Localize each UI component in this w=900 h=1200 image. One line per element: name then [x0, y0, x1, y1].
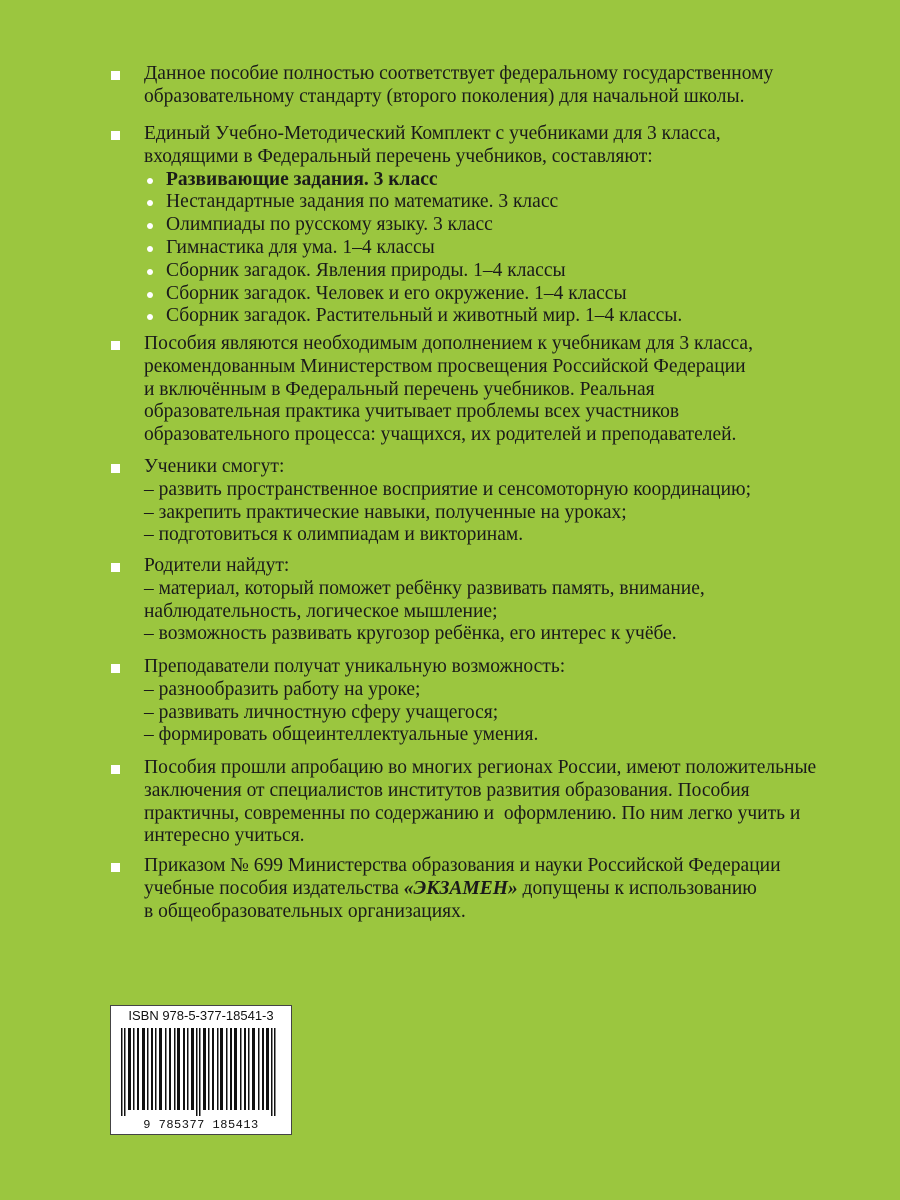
info-block-students	[111, 456, 851, 547]
text-line: – развить пространственное восприятие и сенсомоторную координацию;	[144, 478, 752, 500]
text-line: – разнообразить работу на уроке;	[144, 678, 421, 700]
info-block-parents	[111, 555, 851, 646]
text-line: – возможность развивать кругозор ребёнка, его интерес к учёбе.	[144, 623, 677, 645]
text-line: входящими в Федеральный перечень учебников, составляют:	[144, 145, 653, 167]
text-line: образовательного процесса: учащихся, их родителей и преподавателей.	[144, 424, 737, 446]
text-line: Родители найдут:	[144, 555, 290, 576]
barcode-digits: 9 785377 185413	[143, 1118, 259, 1132]
umk-list-item: Гимнастика для ума. 1–4 классы	[144, 237, 851, 260]
text-line: образовательному стандарту (второго поколения) для начальной школы.	[144, 85, 745, 107]
square-bullet-icon	[111, 464, 120, 473]
umk-list-item: Сборник загадок. Растительный и животный мир. 1–4 классы.	[144, 305, 851, 328]
text-line: в общеобразовательных организациях.	[144, 900, 466, 922]
info-block-supplement	[111, 333, 851, 447]
text-line: интересно учиться.	[144, 825, 305, 847]
umk-list-item: Нестандартные задания по математике. 3 класс	[144, 191, 851, 214]
square-bullet-icon	[111, 71, 120, 80]
text-line: Преподаватели получат уникальную возможность:	[144, 656, 566, 677]
text-line: рекомендованным Министерством просвещения Российской Федерации	[144, 355, 746, 377]
publisher-name: «ЭКЗАМЕН»	[403, 877, 518, 899]
square-bullet-icon	[111, 341, 120, 350]
text-line: – подготовиться к олимпиадам и викторинам.	[144, 524, 524, 546]
info-block-standard	[111, 63, 851, 109]
isbn-barcode	[110, 1005, 292, 1135]
text-line: Приказом № 699 Министерства образования и науки Российской Федерации	[144, 855, 781, 876]
text-line: заключения от специалистов институтов развития образования. Пособия	[144, 779, 750, 801]
text-fragment: учебные пособия издательства	[144, 877, 404, 899]
square-bullet-icon	[111, 863, 120, 872]
text-line: наблюдательность, логическое мышление;	[144, 600, 498, 622]
umk-list-item: Сборник загадок. Явления природы. 1–4 классы	[144, 260, 851, 283]
text-line: – формировать общеинтеллектуальные умения.	[144, 724, 539, 746]
text-line: – развивать личностную сферу учащегося;	[144, 701, 499, 723]
info-block-teachers	[111, 656, 851, 747]
text-line: и включённым в Федеральный перечень учебников. Реальная	[144, 378, 655, 400]
info-block-approbation	[111, 757, 851, 848]
text-line: практичны, современны по содержанию и оформлению. По ним легко учить и	[144, 802, 801, 824]
text-line: Данное пособие полностью соответствует федеральному государственному	[144, 63, 774, 84]
text-line: Пособия прошли апробацию во многих регионах России, имеют положительные	[144, 757, 817, 778]
text-line: Единый Учебно-Методический Комплект с учебниками для 3 класса,	[144, 123, 721, 144]
barcode-icon	[119, 1028, 283, 1116]
text-line: – материал, который поможет ребёнку развивать память, внимание,	[144, 577, 705, 599]
square-bullet-icon	[111, 131, 120, 140]
square-bullet-icon	[111, 563, 120, 572]
umk-list-item: Сборник загадок. Человек и его окружение. 1–4 классы	[144, 283, 851, 306]
text-line: Пособия являются необходимым дополнением к учебникам для 3 класса,	[144, 333, 753, 354]
text-line: образовательная практика учитывает проблемы всех участников	[144, 401, 680, 423]
umk-list-item: Олимпиады по русскому языку. 3 класс	[144, 214, 851, 237]
info-block-umk	[111, 123, 851, 328]
square-bullet-icon	[111, 664, 120, 673]
text-fragment: допущены к использованию	[517, 877, 757, 899]
info-block-order	[111, 855, 851, 923]
umk-list-item-current: Развивающие задания. 3 класс	[144, 169, 851, 192]
square-bullet-icon	[111, 765, 120, 774]
isbn-label: ISBN 978-5-377-18541-3	[128, 1008, 274, 1023]
text-line: – закрепить практические навыки, полученные на уроках;	[144, 501, 627, 523]
text-line	[144, 878, 851, 901]
text-line: Ученики смогут:	[144, 456, 285, 477]
